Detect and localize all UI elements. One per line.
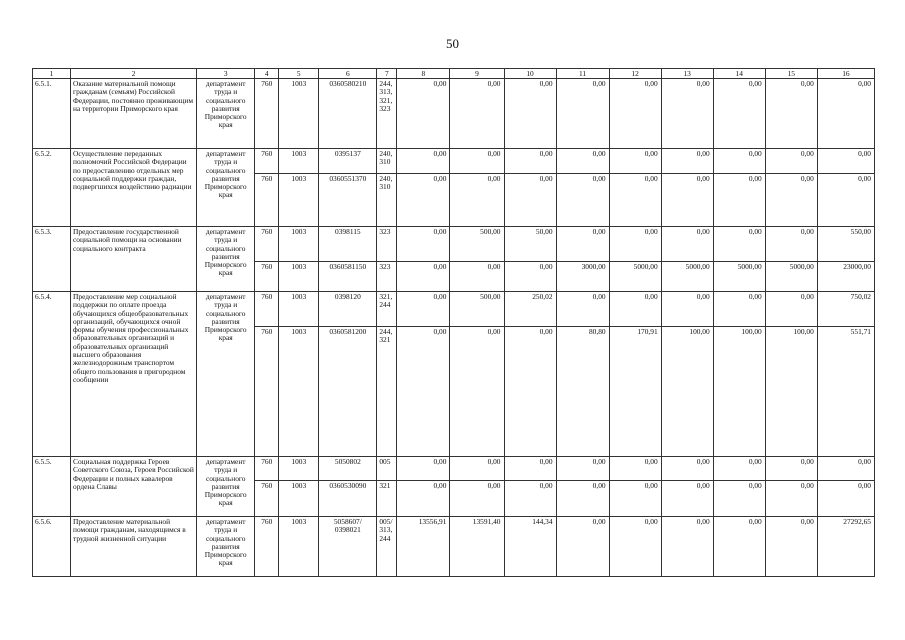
header-cell-8: 8 [397, 69, 450, 79]
col-4-value: 760 [255, 457, 279, 481]
amount-col-10: 0,00 [504, 149, 556, 174]
header-cell-16: 16 [817, 69, 874, 79]
amount-col-8: 0,00 [397, 174, 450, 227]
amount-col-13: 0,00 [661, 149, 713, 174]
item-code: 6.5.1. [33, 79, 71, 149]
amount-col-12: 0,00 [609, 292, 661, 327]
item-name: Оказание материальной помощи гражданам (семьям) Российской Федерации, постоянно проживающим на территории Приморского края [71, 79, 197, 149]
header-cell-6: 6 [319, 69, 377, 79]
col-5-value: 1003 [279, 481, 319, 517]
table-row [33, 227, 875, 262]
item-code: 6.5.3. [33, 227, 71, 292]
amount-col-10: 0,00 [504, 79, 556, 149]
item-code: 6.5.2. [33, 149, 71, 227]
amount-col-14: 0,00 [713, 292, 765, 327]
amount-col-16: 550,00 [817, 227, 874, 262]
amount-col-11: 0,00 [556, 481, 609, 517]
header-cell-14: 14 [713, 69, 765, 79]
header-cell-5: 5 [279, 69, 319, 79]
col-5-value: 1003 [279, 292, 319, 327]
amount-col-13: 0,00 [661, 227, 713, 262]
amount-col-16: 0,00 [817, 174, 874, 227]
col-4-value: 760 [255, 79, 279, 149]
amount-col-9: 13591,40 [450, 517, 504, 577]
table-body [33, 69, 875, 577]
col-6-value: 5058607/ 0398021 [319, 517, 377, 577]
page-number: 50 [446, 36, 459, 51]
amount-col-15: 0,00 [765, 227, 817, 262]
col-5-value: 1003 [279, 174, 319, 227]
header-cell-1: 1 [33, 69, 71, 79]
col-7-value: 323 [377, 227, 397, 262]
amount-col-10: 50,00 [504, 227, 556, 262]
amount-col-16: 27292,65 [817, 517, 874, 577]
amount-col-16: 750,02 [817, 292, 874, 327]
col-7-value: 244, 313, 321, 323 [377, 79, 397, 149]
col-5-value: 1003 [279, 79, 319, 149]
item-code: 6.5.5. [33, 457, 71, 517]
amount-col-10: 0,00 [504, 327, 556, 457]
amount-col-16: 551,71 [817, 327, 874, 457]
amount-col-11: 0,00 [556, 174, 609, 227]
amount-col-15: 0,00 [765, 517, 817, 577]
amount-col-14: 0,00 [713, 457, 765, 481]
amount-col-10: 250,02 [504, 292, 556, 327]
amount-col-13: 0,00 [661, 79, 713, 149]
col-6-value: 0360530090 [319, 481, 377, 517]
amount-col-12: 5000,00 [609, 262, 661, 292]
amount-col-14: 100,00 [713, 327, 765, 457]
amount-col-9: 500,00 [450, 292, 504, 327]
amount-col-8: 0,00 [397, 262, 450, 292]
amount-col-13: 0,00 [661, 481, 713, 517]
amount-col-12: 0,00 [609, 149, 661, 174]
amount-col-10: 0,00 [504, 481, 556, 517]
col-5-value: 1003 [279, 227, 319, 262]
col-4-value: 760 [255, 292, 279, 327]
amount-col-10: 0,00 [504, 174, 556, 227]
item-name: Социальная поддержка Героев Советского Союза, Героев Российской Федерации и полных кавалеров ордена Славы [71, 457, 197, 517]
amount-col-15: 0,00 [765, 174, 817, 227]
amount-col-14: 0,00 [713, 79, 765, 149]
amount-col-10: 0,00 [504, 457, 556, 481]
amount-col-9: 0,00 [450, 481, 504, 517]
col-6-value: 0360580210 [319, 79, 377, 149]
amount-col-16: 0,00 [817, 457, 874, 481]
amount-col-15: 0,00 [765, 292, 817, 327]
table-row [33, 149, 875, 174]
amount-col-9: 0,00 [450, 262, 504, 292]
col-4-value: 760 [255, 174, 279, 227]
item-executor: департамент труда и социального развития Приморского края [197, 292, 255, 457]
amount-col-13: 0,00 [661, 457, 713, 481]
col-4-value: 760 [255, 149, 279, 174]
table-row [33, 457, 875, 481]
amount-col-9: 0,00 [450, 327, 504, 457]
col-5-value: 1003 [279, 327, 319, 457]
amount-col-16: 0,00 [817, 481, 874, 517]
amount-col-13: 100,00 [661, 327, 713, 457]
header-cell-11: 11 [556, 69, 609, 79]
item-name: Предоставление материальной помощи гражданам, находящимся в трудной жизненной ситуации [71, 517, 197, 577]
col-5-value: 1003 [279, 457, 319, 481]
amount-col-14: 0,00 [713, 481, 765, 517]
item-code: 6.5.6. [33, 517, 71, 577]
col-5-value: 1003 [279, 262, 319, 292]
amount-col-11: 0,00 [556, 149, 609, 174]
amount-col-11: 0,00 [556, 457, 609, 481]
amount-col-10: 0,00 [504, 262, 556, 292]
col-7-value: 005/ 313, 244 [377, 517, 397, 577]
amount-col-15: 0,00 [765, 481, 817, 517]
amount-col-11: 0,00 [556, 517, 609, 577]
amount-col-11: 3000,00 [556, 262, 609, 292]
amount-col-14: 5000,00 [713, 262, 765, 292]
col-5-value: 1003 [279, 149, 319, 174]
item-name: Предоставление мер социальной поддержки по оплате проезда обучающихся общеобразовательных организаций, обучающихся очной формы обучения профессиональных образовательных организаций и образовательных организаций высшего образования железнодорожным транспортом общего пользования в пригородном сообщении [71, 292, 197, 457]
amount-col-8: 0,00 [397, 327, 450, 457]
header-cell-9: 9 [450, 69, 504, 79]
amount-col-14: 0,00 [713, 227, 765, 262]
amount-col-15: 5000,00 [765, 262, 817, 292]
item-executor: департамент труда и социального развития Приморского края [197, 79, 255, 149]
item-name: Предоставление государственной социальной помощи на основании социального контракта [71, 227, 197, 292]
amount-col-14: 0,00 [713, 517, 765, 577]
amount-col-8: 0,00 [397, 227, 450, 262]
amount-col-13: 0,00 [661, 174, 713, 227]
amount-col-8: 0,00 [397, 79, 450, 149]
col-6-value: 5050802 [319, 457, 377, 481]
amount-col-9: 500,00 [450, 227, 504, 262]
amount-col-15: 0,00 [765, 79, 817, 149]
item-executor: департамент труда и социального развития Приморского края [197, 457, 255, 517]
col-7-value: 240, 310 [377, 174, 397, 227]
amount-col-8: 0,00 [397, 292, 450, 327]
item-name: Осуществление переданных полномочий Российской Федерации по предоставлению отдельных мер социальной поддержки граждан, подвергшихся воздействию радиации [71, 149, 197, 227]
item-executor: департамент труда и социального развития Приморского края [197, 149, 255, 227]
amount-col-15: 100,00 [765, 327, 817, 457]
table-row [33, 292, 875, 327]
header-cell-3: 3 [197, 69, 255, 79]
amount-col-16: 0,00 [817, 149, 874, 174]
amount-col-14: 0,00 [713, 174, 765, 227]
amount-col-8: 13556,91 [397, 517, 450, 577]
item-code: 6.5.4. [33, 292, 71, 457]
col-6-value: 0360551370 [319, 174, 377, 227]
header-cell-7: 7 [377, 69, 397, 79]
amount-col-9: 0,00 [450, 149, 504, 174]
col-5-value: 1003 [279, 517, 319, 577]
col-4-value: 760 [255, 517, 279, 577]
col-6-value: 0398115 [319, 227, 377, 262]
col-4-value: 760 [255, 327, 279, 457]
amount-col-9: 0,00 [450, 457, 504, 481]
header-cell-10: 10 [504, 69, 556, 79]
header-cell-4: 4 [255, 69, 279, 79]
col-7-value: 244, 321 [377, 327, 397, 457]
amount-col-12: 0,00 [609, 227, 661, 262]
budget-table [32, 68, 875, 577]
amount-col-12: 0,00 [609, 517, 661, 577]
amount-col-12: 0,00 [609, 174, 661, 227]
col-7-value: 005 [377, 457, 397, 481]
col-6-value: 0395137 [319, 149, 377, 174]
amount-col-13: 0,00 [661, 292, 713, 327]
col-7-value: 240, 310 [377, 149, 397, 174]
amount-col-8: 0,00 [397, 481, 450, 517]
amount-col-8: 0,00 [397, 149, 450, 174]
col-6-value: 0360581200 [319, 327, 377, 457]
amount-col-11: 0,00 [556, 227, 609, 262]
col-7-value: 323 [377, 262, 397, 292]
table-row [33, 79, 875, 149]
amount-col-13: 0,00 [661, 517, 713, 577]
header-row [33, 69, 875, 79]
header-cell-15: 15 [765, 69, 817, 79]
amount-col-15: 0,00 [765, 149, 817, 174]
header-cell-12: 12 [609, 69, 661, 79]
col-6-value: 0360581150 [319, 262, 377, 292]
col-4-value: 760 [255, 262, 279, 292]
amount-col-12: 0,00 [609, 481, 661, 517]
header-cell-2: 2 [71, 69, 197, 79]
amount-col-15: 0,00 [765, 457, 817, 481]
col-7-value: 321, 244 [377, 292, 397, 327]
amount-col-12: 170,91 [609, 327, 661, 457]
amount-col-11: 80,80 [556, 327, 609, 457]
amount-col-16: 0,00 [817, 79, 874, 149]
col-6-value: 0398120 [319, 292, 377, 327]
amount-col-8: 0,00 [397, 457, 450, 481]
table-row [33, 517, 875, 577]
amount-col-9: 0,00 [450, 79, 504, 149]
amount-col-13: 5000,00 [661, 262, 713, 292]
header-cell-13: 13 [661, 69, 713, 79]
amount-col-12: 0,00 [609, 457, 661, 481]
amount-col-10: 144,34 [504, 517, 556, 577]
amount-col-9: 0,00 [450, 174, 504, 227]
col-7-value: 321 [377, 481, 397, 517]
amount-col-11: 0,00 [556, 79, 609, 149]
item-executor: департамент труда и социального развития Приморского края [197, 227, 255, 292]
col-4-value: 760 [255, 481, 279, 517]
item-executor: департамент труда и социального развития Приморского края [197, 517, 255, 577]
amount-col-12: 0,00 [609, 79, 661, 149]
col-4-value: 760 [255, 227, 279, 262]
amount-col-16: 23000,00 [817, 262, 874, 292]
amount-col-11: 0,00 [556, 292, 609, 327]
amount-col-14: 0,00 [713, 149, 765, 174]
